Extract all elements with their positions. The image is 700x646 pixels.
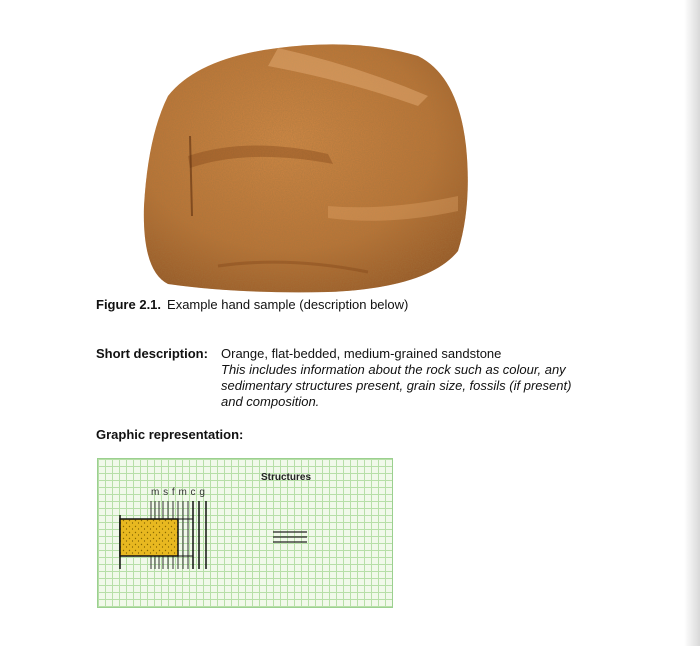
rock-sample-photo — [128, 36, 480, 296]
flat-bedding-symbol — [273, 532, 307, 542]
figure-caption — [96, 297, 408, 312]
page-edge-shadow — [684, 0, 700, 646]
stratigraphic-column — [98, 459, 392, 607]
grain-size-scale-label: m s f m c g — [151, 487, 206, 498]
short-description-value: Orange, flat-bedded, medium-grained sandstone — [221, 346, 502, 361]
sandstone-bed — [120, 519, 178, 556]
figure-number: Figure 2.1. — [96, 297, 162, 312]
short-description-note: This includes information about the rock such as colour, any sedimentary structures present, grain size, fossils (if present) and composition. — [221, 362, 572, 409]
graphic-representation-heading: Graphic representation: — [96, 427, 244, 442]
figure-caption-text: Example hand sample (description below) — [167, 297, 409, 312]
structures-label: Structures — [261, 472, 312, 483]
short-description-label: Short description: — [96, 346, 208, 361]
graphic-log-grid — [97, 458, 393, 608]
